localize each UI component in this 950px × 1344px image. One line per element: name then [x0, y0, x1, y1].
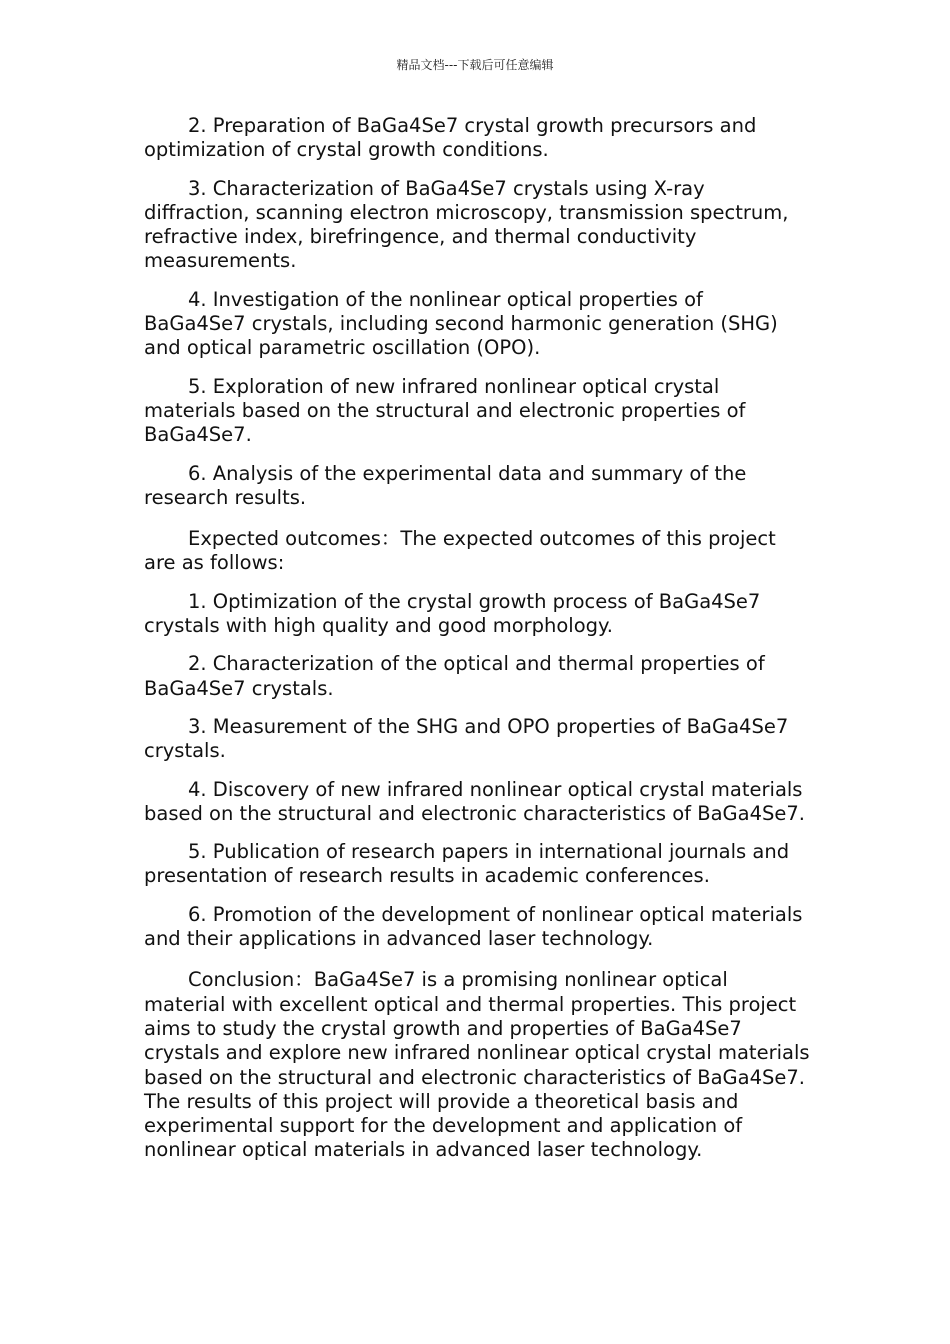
paragraph-expected-outcomes: Expected outcomes：The expected outcomes of this project are as follows:	[144, 527, 776, 575]
paragraph-method-2: 2. Preparation of BaGa4Se7 crystal growth precursors and optimization of crystal growth conditions.	[144, 114, 757, 162]
paragraph-method-4: 4. Investigation of the nonlinear optical properties of BaGa4Se7 crystals, including second harmonic generation (SHG) and optical parametric oscillation (OPO).	[144, 287, 778, 360]
page-header: 精品文档---下载后可任意编辑	[396, 58, 554, 72]
paragraph-outcome-4: 4. Discovery of new infrared nonlinear optical crystal materials based on the structural and electronic characteristics of BaGa4Se7.	[144, 777, 805, 825]
paragraph-method-5: 5. Exploration of new infrared nonlinear optical crystal materials based on the structural and electronic properties of BaGa4Se7.	[144, 374, 746, 447]
paragraph-outcome-6: 6. Promotion of the development of nonlinear optical materials and their applications in advanced laser technology.	[144, 902, 803, 951]
paragraph-conclusion: Conclusion：BaGa4Se7 is a promising nonlinear optical material with excellent optical and thermal properties. This project aims to study the crystal growth and properties of BaGa4Se7 crystals and explore new infrared nonlinear optical crystal materials based on the structural and electronic characteristics of BaGa4Se7. The results of this project will provide a theoretical basis and experimental support for the development and application of nonlinear optical materials in advanced laser technology.	[144, 968, 810, 1162]
paragraph-method-6: 6. Analysis of the experimental data and summary of the research results.	[144, 461, 747, 509]
paragraph-outcome-2: 2. Characterization of the optical and thermal properties of BaGa4Se7 crystals.	[144, 652, 765, 700]
document-body	[144, 114, 810, 1177]
paragraph-method-3: 3. Characterization of BaGa4Se7 crystals using X-ray diffraction, scanning electron microscopy, transmission spectrum, refractive index, birefringence, and thermal conductivity measurements.	[144, 176, 789, 273]
paragraph-outcome-5: 5. Publication of research papers in international journals and presentation of research results in academic conferences.	[144, 840, 790, 888]
paragraph-outcome-3: 3. Measurement of the SHG and OPO properties of BaGa4Se7 crystals.	[144, 714, 789, 763]
paragraph-outcome-1: 1. Optimization of the crystal growth process of BaGa4Se7 crystals with high quality and good morphology.	[144, 589, 761, 638]
